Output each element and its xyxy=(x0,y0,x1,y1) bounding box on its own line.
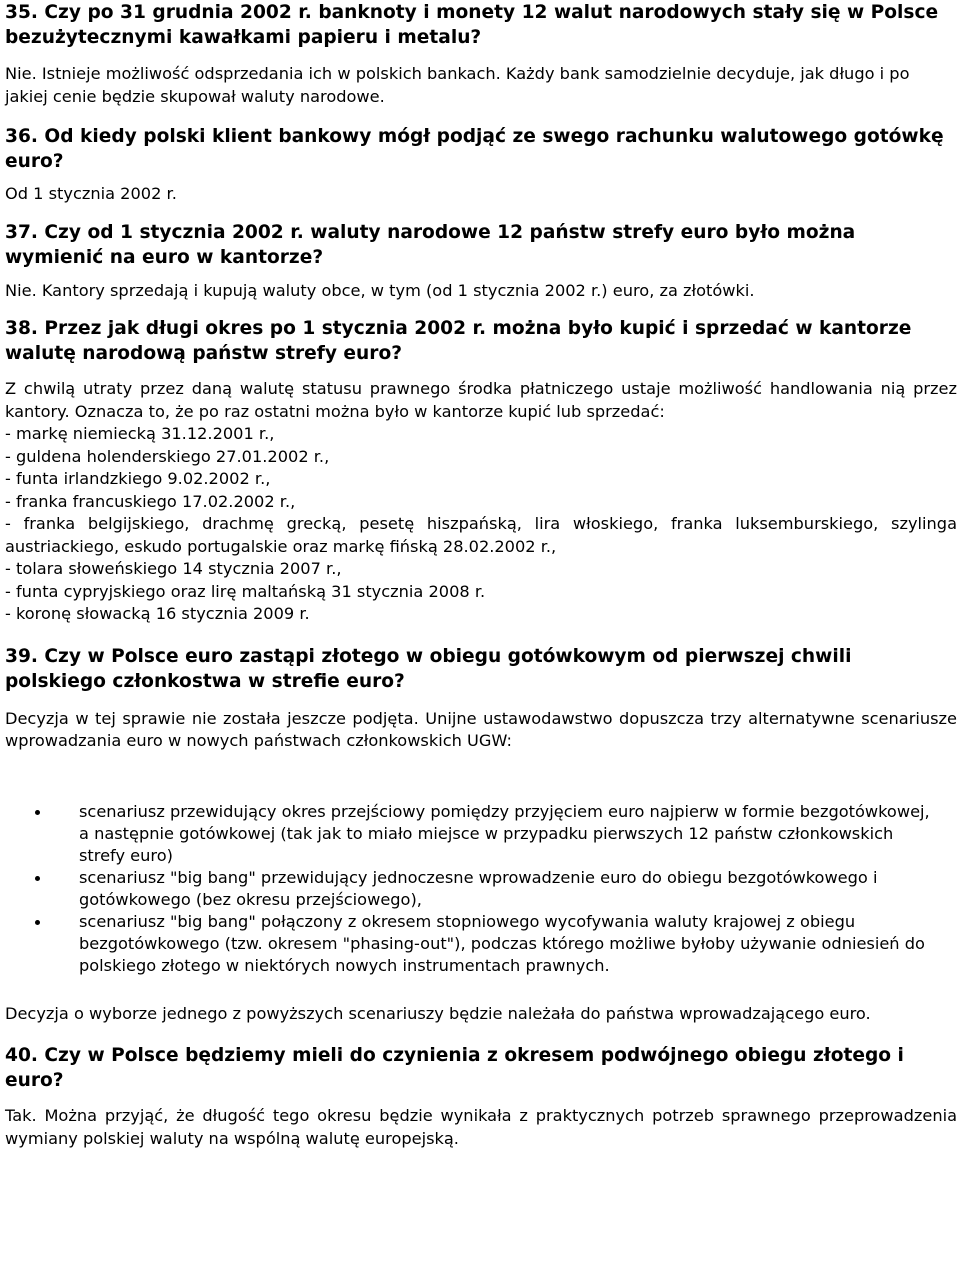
scenario-item xyxy=(5,911,957,977)
scenario-list xyxy=(5,801,957,977)
scenario-text: scenariusz "big bang" przewidujący jednoczesne wprowadzenie euro do obiegu bezgotówkowego i gotówkowego (bez okresu przejściowego), xyxy=(79,867,878,909)
list-item: - koronę słowacką 16 stycznia 2009 r. xyxy=(5,604,310,623)
currency-deadline-list xyxy=(5,423,957,626)
bullet-icon xyxy=(35,876,40,881)
answer-40: Tak. Można przyjąć, że długość tego okresu będzie wynikała z praktycznych potrzeb sprawnego przeprowadzenia wymiany polskiej waluty na wspólną walutę europejską. xyxy=(5,1106,957,1148)
question-39: 39. Czy w Polsce euro zastąpi złotego w obiegu gotówkowym od pierwszej chwili polskiego członkostwa w strefie euro? xyxy=(5,645,852,692)
list-item: - franka belgijskiego, drachmę grecką, pesetę hiszpańską, lira włoskiego, franka luksemburskiego, szylinga austriackiego, eskudo portugalskie oraz markę fińską 28.02.2002 r., xyxy=(5,514,957,556)
question-37: 37. Czy od 1 stycznia 2002 r. waluty narodowe 12 państw strefy euro było można wymienić na euro w kantorze? xyxy=(5,221,856,268)
scenario-item xyxy=(5,867,957,911)
list-item: - funta irlandzkiego 9.02.2002 r., xyxy=(5,469,271,488)
list-item: - tolara słoweńskiego 14 stycznia 2007 r., xyxy=(5,559,342,578)
document-page xyxy=(5,0,957,1150)
answer-37: Nie. Kantory sprzedają i kupują waluty obce, w tym (od 1 stycznia 2002 r.) euro, za złotówki. xyxy=(5,280,755,300)
answer-35: Nie. Istnieje możliwość odsprzedania ich w polskich bankach. Każdy bank samodzielnie decyduje, jak długo i po jakiej cenie będzie skupował waluty narodowe. xyxy=(5,64,910,106)
scenario-item xyxy=(5,801,957,867)
answer-39-intro: Decyzja w tej sprawie nie została jeszcze podjęta. Unijne ustawodawstwo dopuszcza trzy alternatywne scenariusze wprowadzania euro w nowych państwach członkowskich UGW: xyxy=(5,708,957,750)
question-36: 36. Od kiedy polski klient bankowy mógł podjąć ze swego rachunku walutowego gotówkę euro? xyxy=(5,126,944,172)
answer-36: Od 1 stycznia 2002 r. xyxy=(5,184,177,203)
answer-38-intro: Z chwilą utraty przez daną walutę statusu prawnego środka płatniczego ustaje możliwość handlowania nią przez kantory. Oznacza to, że po raz ostatni można było w kantorze kupić lub sprzedać: xyxy=(5,379,957,421)
question-38: 38. Przez jak długi okres po 1 stycznia 2002 r. można było kupić i sprzedać w kantorze walutę narodową państw strefy euro? xyxy=(5,318,912,364)
bullet-icon xyxy=(35,810,40,815)
answer-39-outro: Decyzja o wyborze jednego z powyższych scenariuszy będzie należała do państwa wprowadzającego euro. xyxy=(5,1003,871,1023)
question-35: 35. Czy po 31 grudnia 2002 r. banknoty i monety 12 walut narodowych stały się w Polsce bezużytecznymi kawałkami papieru i metalu? xyxy=(5,2,939,48)
list-item: - franka francuskiego 17.02.2002 r., xyxy=(5,491,296,511)
list-item: - guldena holenderskiego 27.01.2002 r., xyxy=(5,446,330,466)
question-40: 40. Czy w Polsce będziemy mieli do czynienia z okresem podwójnego obiegu złotego i euro? xyxy=(5,1045,904,1091)
list-item: - markę niemiecką 31.12.2001 r., xyxy=(5,424,275,443)
list-item: - funta cypryjskiego oraz lirę maltańską 31 stycznia 2008 r. xyxy=(5,581,486,601)
scenario-text: scenariusz przewidujący okres przejściowy pomiędzy przyjęciem euro najpierw w formie bezgotówkowej, a następnie gotówkowej (tak jak to miało miejsce w przypadku pierwszych 12 państw członkowskich strefy euro) xyxy=(79,801,930,865)
scenario-text: scenariusz "big bang" połączony z okresem stopniowego wycofywania waluty krajowej z obiegu bezgotówkowego (tzw. okresem "phasing-out"), podczas którego możliwe byłoby używanie odniesień do polskiego złotego w niektórych nowych instrumentach prawnych. xyxy=(79,911,925,975)
bullet-icon xyxy=(35,920,40,925)
